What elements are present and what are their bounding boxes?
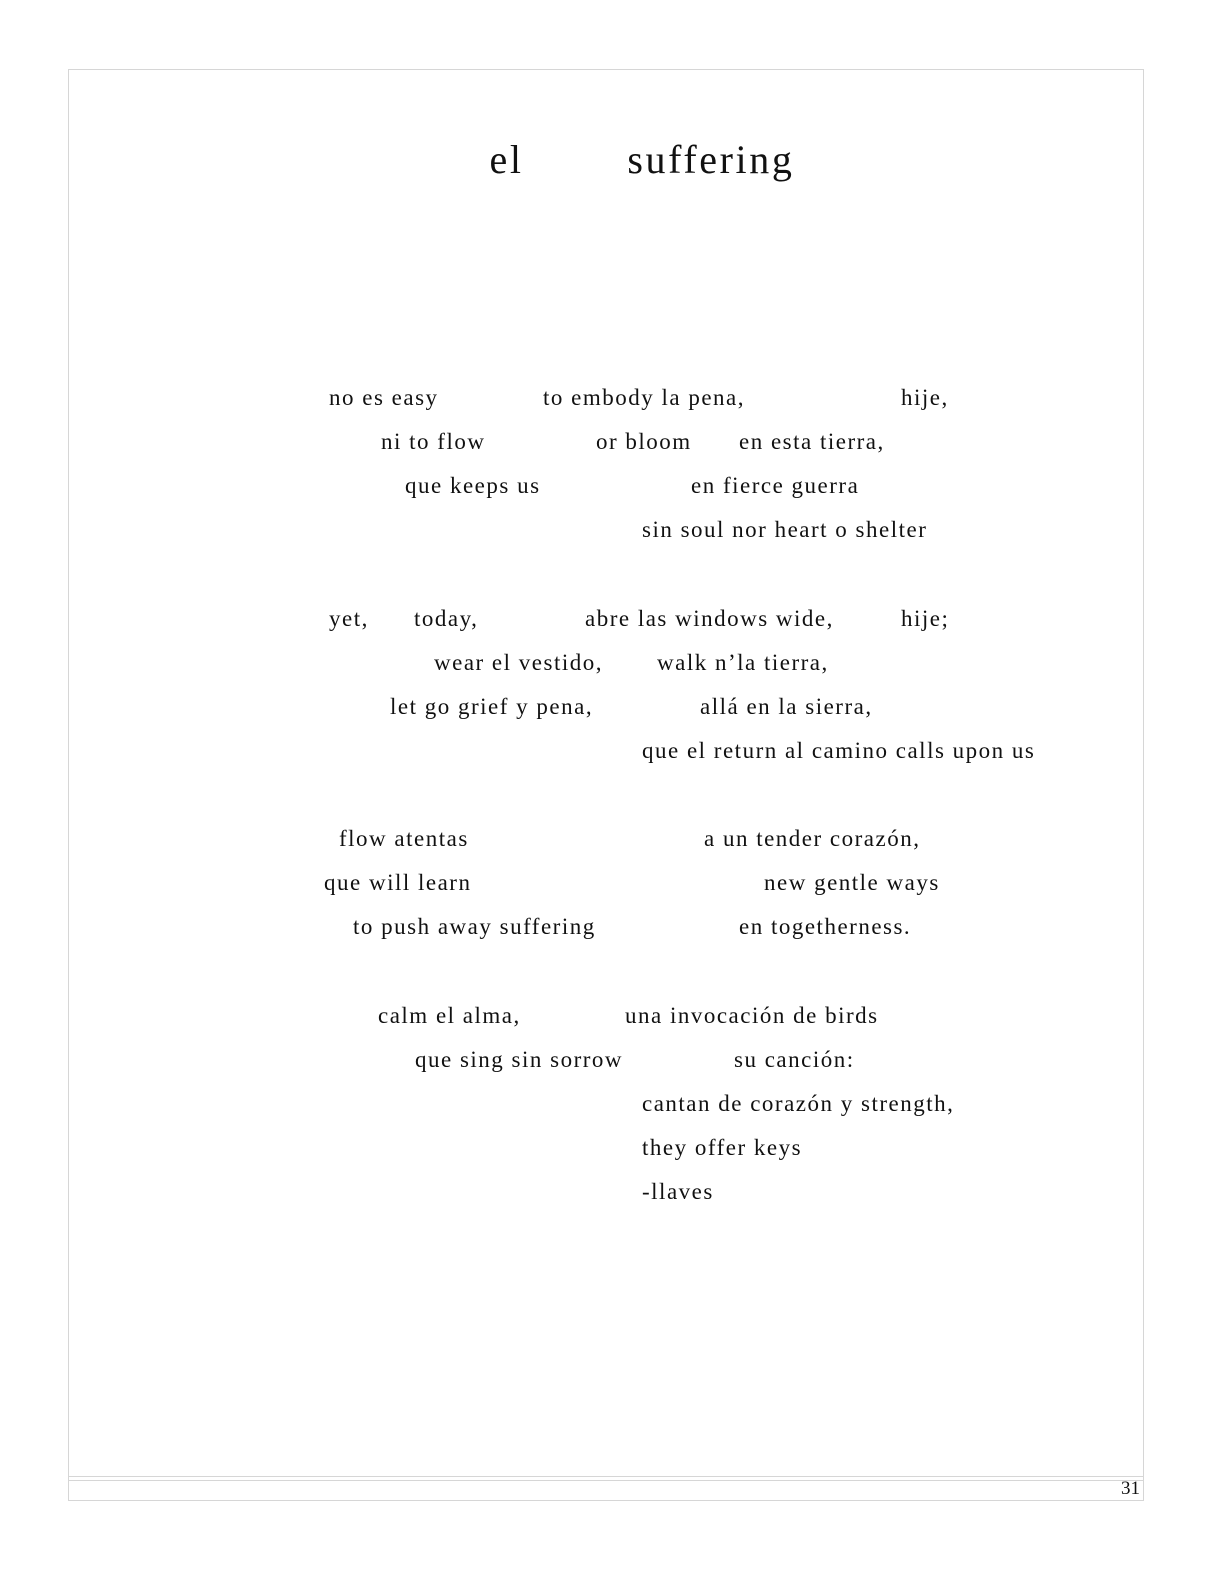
poem-line	[0, 1087, 1220, 1121]
poem-line	[0, 513, 1220, 547]
poem-line-fragment: ni to flow	[381, 429, 486, 454]
footer-rule	[68, 1476, 1144, 1477]
poem-line-fragment: en esta tierra,	[739, 429, 885, 454]
poem-line	[0, 1043, 1220, 1077]
poem-line	[0, 646, 1220, 680]
poem-line	[0, 866, 1220, 900]
poem-line	[0, 1131, 1220, 1165]
page-frame	[68, 69, 1144, 1501]
page-number: 31	[1121, 1478, 1140, 1499]
poem-line-fragment: una invocación de birds	[625, 1003, 879, 1028]
poem-line-fragment: to push away suffering	[353, 914, 596, 939]
poem-line	[0, 381, 1220, 415]
poem-line-fragment: sin soul nor heart o shelter	[642, 517, 928, 542]
poem-line-fragment: new gentle ways	[764, 870, 940, 895]
poem-line-fragment: en togetherness.	[739, 914, 912, 939]
poem-line-fragment: today,	[414, 606, 479, 631]
poem-line-fragment: no es easy	[329, 385, 439, 410]
poem-line-fragment: let go grief y pena,	[390, 694, 594, 719]
poem-line-fragment: allá en la sierra,	[700, 694, 873, 719]
footer-rule	[68, 1480, 1144, 1481]
poem-line-fragment: que el return al camino calls upon us	[642, 738, 1036, 763]
poem-line	[0, 910, 1220, 944]
poem-line-fragment: -llaves	[642, 1179, 714, 1204]
poem-line	[0, 822, 1220, 856]
poem-line	[0, 690, 1220, 724]
poem-line-fragment: a un tender corazón,	[704, 826, 921, 851]
poem-line-fragment: hije;	[901, 606, 950, 631]
poem-line-fragment: calm el alma,	[378, 1003, 521, 1028]
poem-line-fragment: cantan de corazón y strength,	[642, 1091, 955, 1116]
poem-title: el suffering	[489, 137, 795, 182]
poem-line-fragment: they offer keys	[642, 1135, 803, 1160]
poem-line-fragment: walk n’la tierra,	[657, 650, 829, 675]
poem-line	[0, 602, 1220, 636]
poem-line-fragment: yet,	[329, 606, 369, 631]
poem-line-fragment: or bloom	[596, 429, 692, 454]
poem-line-fragment: wear el vestido,	[434, 650, 603, 675]
poem-line-fragment: su canción:	[734, 1047, 855, 1072]
poem-line	[0, 999, 1220, 1033]
poem-line-fragment: flow atentas	[339, 826, 469, 851]
poem-line-fragment: que sing sin sorrow	[415, 1047, 624, 1072]
poem-line-fragment: hije,	[901, 385, 949, 410]
poem-line-fragment: to embody la pena,	[543, 385, 746, 410]
poem-line-fragment: que keeps us	[405, 473, 541, 498]
poem-line	[0, 425, 1220, 459]
poem-line-fragment: que will learn	[324, 870, 472, 895]
poem-line-fragment: abre las windows wide,	[585, 606, 834, 631]
poem-line	[0, 1175, 1220, 1209]
poem-line-fragment: en fierce guerra	[691, 473, 860, 498]
poem-line	[0, 734, 1220, 768]
poem-line	[0, 469, 1220, 503]
